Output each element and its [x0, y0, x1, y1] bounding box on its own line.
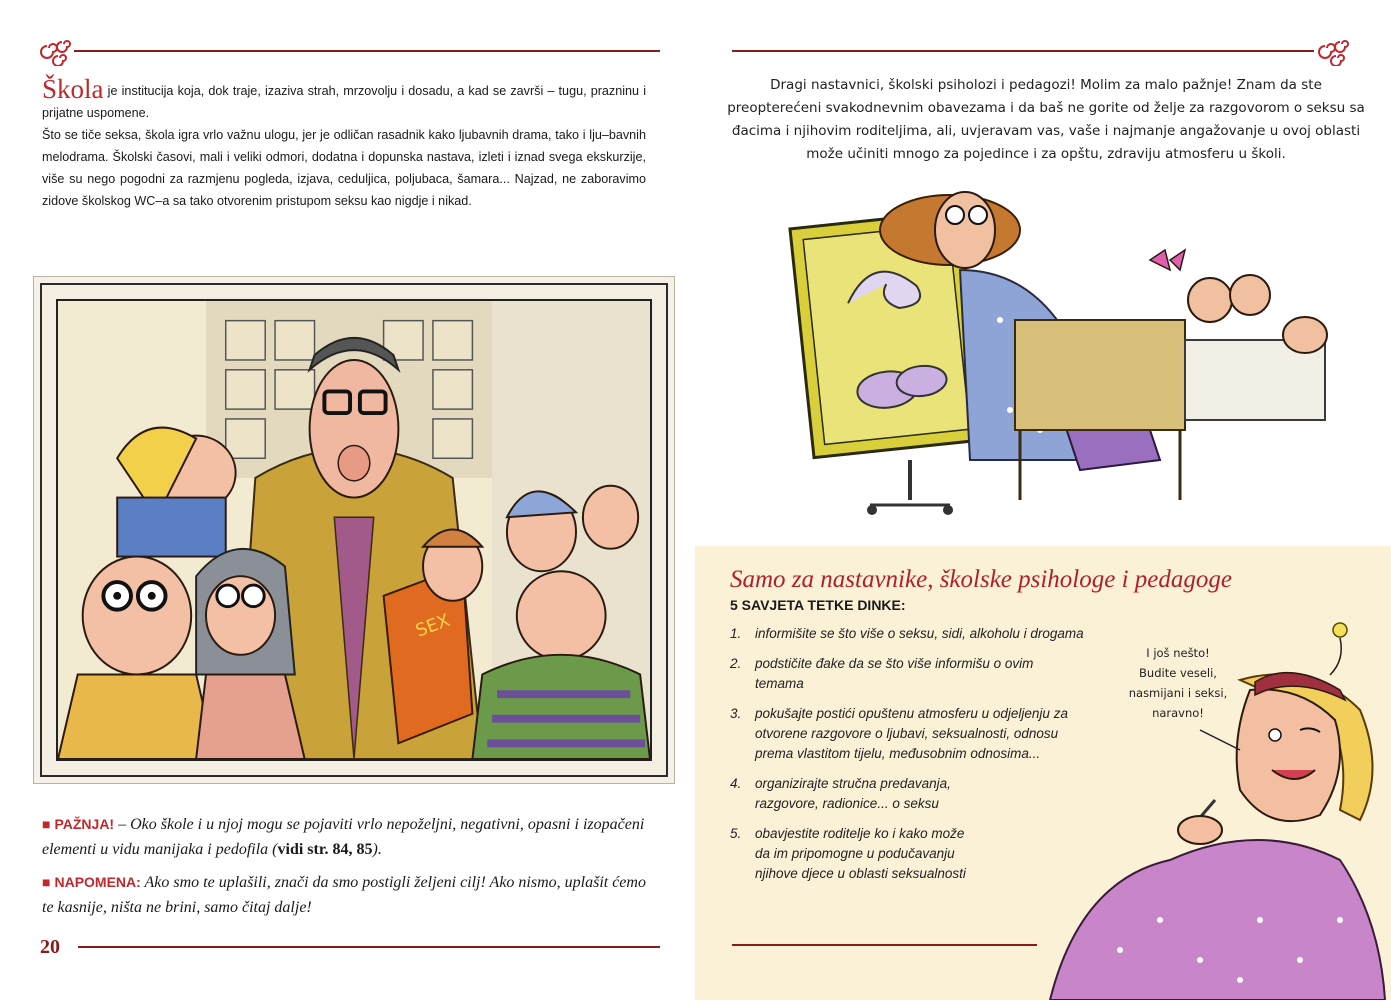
bubble-line: I još nešto! — [1146, 646, 1210, 660]
left-page — [0, 0, 695, 1000]
lead-word: Škola — [42, 74, 104, 104]
list-item — [730, 824, 1090, 884]
panel-subtitle: 5 SAVJETA TETKE DINKE: — [730, 597, 906, 613]
teacher-with-poster-illustration — [780, 160, 1360, 530]
warning-note — [42, 812, 660, 862]
warning-text: Oko škole i u njoj mogu se pojaviti vrlo nepoželjni, negativni, opasni i izopačeni elementi u vidu manijaka i pedofila ( — [42, 816, 645, 858]
warning-end: ). — [372, 841, 382, 858]
tip-text: podstičite đake da se što više informišu o ovim temama — [755, 656, 1034, 691]
tip-number: 3. — [730, 706, 742, 721]
intro-paragraph-1-text: je institucija koja, dok traje, izaziva strah, mrzovolju i dosadu, a kad se završi – tugu, prazninu i prijatne uspomene. — [42, 84, 646, 120]
tip-text: informišite se što više o seksu, sidi, alkoholu i drogama — [755, 626, 1084, 641]
teacher-speech: Dragi nastavnici, školski psiholozi i pedagozi! Molim za malo pažnje! Znam da ste preopterećeni svakodnevnim obavezama i da baš ne gorite od želje za razgovorom o seksu sa đacima i njihovim roditeljima, ali, uvjeravam vas, vaše i najmanje angažovanje u ovoj oblasti može učiniti mnogo za pojedince i za opštu, zdraviju atmosferu u školi. — [727, 77, 1365, 162]
list-item — [730, 774, 1090, 814]
school-illustration-frame — [40, 283, 668, 777]
note-marker: ■ — [42, 818, 51, 833]
header-rule — [74, 50, 660, 52]
note-marker: ■ — [42, 876, 51, 891]
bubble-line: naravno! — [1152, 706, 1204, 720]
tip-text: organizirajte stručna predavanja, razgovore, radionice... o seksu — [755, 776, 951, 811]
tip-number: 1. — [730, 626, 742, 641]
school-illustration-art — [58, 301, 650, 759]
spiral-ornament-icon — [40, 34, 74, 66]
note-dash: – — [114, 816, 131, 833]
footer-rule — [78, 946, 660, 948]
remark-label: NAPOMENA: — [54, 874, 141, 890]
intro-text — [42, 74, 646, 212]
warning-label: PAŽNJA! — [54, 816, 115, 832]
list-item — [730, 654, 1090, 694]
tip-number: 2. — [730, 656, 742, 671]
footer-rule-right — [732, 944, 1037, 946]
school-illustration — [56, 299, 652, 761]
page-reference: vidi str. 84, 85 — [277, 841, 373, 858]
bubble-line: Budite veseli, — [1139, 666, 1217, 680]
spiral-ornament-icon — [1318, 34, 1352, 66]
remark-note — [42, 870, 660, 920]
panel-title: Samo za nastavnike, školske psihologe i pedagoge — [730, 566, 1232, 593]
header-rule-right — [732, 50, 1314, 52]
tip-text: obavjestite roditelje ko i kako može da im pripomogne u podučavanju njihove djece u oblasti seksualnosti — [755, 826, 966, 881]
tip-number: 4. — [730, 776, 742, 791]
book-label: SEX — [413, 610, 453, 642]
aunt-speech-bubble — [1118, 643, 1238, 723]
tips-list — [730, 624, 1090, 894]
list-item — [730, 704, 1090, 764]
intro-paragraph-1 — [42, 74, 646, 124]
intro-paragraph-2: Što se tiče seksa, škola igra vrlo važnu ulogu, jer je odličan rasadnik kako ljubavnih drama, tako i lju–bavnih melodrama. Školski časovi, mali i veliki odmori, dodatna i dopunska nastava, izleti i iznad svega ekskurzije, više su nego pogodni za razmjenu pogleda, izjava, ceduljica, poljubaca, šamara... Najzad, ne zaboravimo zidove školskog WC–a sa tako otvorenim pristupom seksu kao nigdje i nikad. — [42, 128, 646, 208]
tip-number: 5. — [730, 826, 742, 841]
list-item — [730, 624, 1090, 644]
page-number: 20 — [40, 936, 60, 958]
bubble-line: nasmijani i seksi, — [1128, 686, 1228, 700]
remark-text: Ako smo te uplašili, znači da smo postigli željeni cilj! Ako nismo, uplašit ćemo te kasnije, ništa ne brini, samo čitaj dalje! — [42, 874, 646, 916]
tip-text: pokušajte postići opuštenu atmosferu u odjeljenju za otvorene razgovore o ljubavi, seksualnosti, odnosu prema vlastitom tijelu, međusobnim odnosima... — [755, 706, 1068, 761]
